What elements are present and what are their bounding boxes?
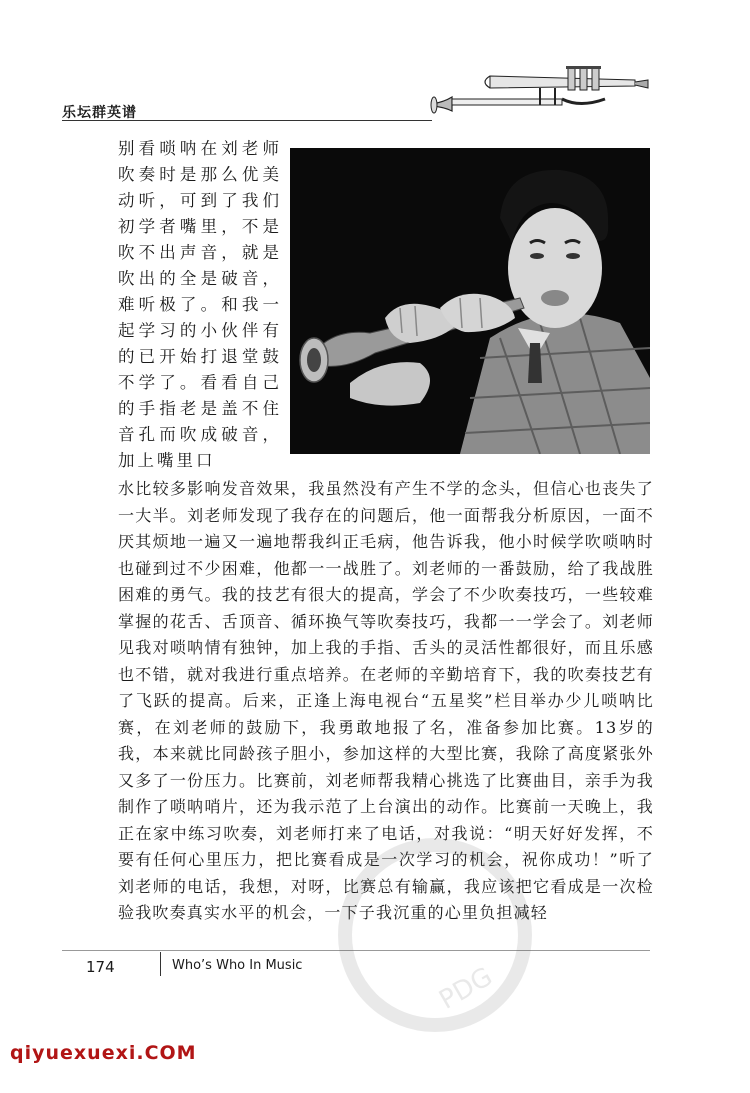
trumpet-icon bbox=[430, 66, 650, 120]
watermark-text: PDG bbox=[434, 961, 498, 1016]
article-body-text: 水比较多影响发音效果，我虽然没有产生不学的念头，但信心也丧失了一大半。刘老师发现了我存在的问题后，他一面帮我分析原因，一面不厌其烦地一遍又一遍地帮我纠正毛病，他告诉我，他小时候学吹唢呐时也碰到过不少困难，他都一一战胜了。刘老师的一番鼓励，给了我战胜困难的勇气。我的技艺有很大的提高，学会了不少吹奏技巧，一些较难掌握的花舌、舌顶音、循环换气等吹奏技巧，我都一一学会了。刘老师见我对唢呐情有独钟，加上我的手指、舌头的灵活性都很好，而且乐感也不错，就对我进行重点培养。在老师的辛勤培育下，我的吹奏技艺有了飞跃的提高。后来，正逢上海电视台“五星奖”栏目举办少儿唢呐比赛，在刘老师的鼓励下，我勇敢地报了名，准备参加比赛。13岁的我，本来就比同龄孩子胆小，参加这样的大型比赛，我除了高度紧张外又多了一份压力。比赛前，刘老师帮我精心挑选了比赛曲目，亲手为我制作了唢呐哨片，还为我示范了上台演出的动作。比赛前一天晚上，我正在家中练习吹奏，刘老师打来了电话，对我说：“明天好好发挥，不要有任何心里压力，把比赛看成是一次学习的机会，祝你成功！”听了刘老师的电话，我想，对呀，比赛总有输赢，我应该把它看成是一次检验我吹奏真实水平的机会，一下子我沉重的心里负担减轻 bbox=[118, 479, 654, 922]
suona-player-photo bbox=[290, 148, 650, 454]
header-rule bbox=[62, 120, 432, 121]
page-number: 174 bbox=[86, 958, 115, 976]
site-watermark: qiyuexuexi.COM bbox=[10, 1042, 197, 1064]
book-title: Who’s Who In Music bbox=[172, 958, 303, 973]
footer-divider bbox=[160, 952, 161, 976]
article-wrap-text: 别看唢呐在刘老师吹奏时是那么优美动听，可到了我们初学者嘴里，不是吹不出声音，就是吹出的全是破音，难听极了。和我一起学习的小伙伴有的已开始打退堂鼓不学了。看看自己的手指老是盖不住音孔而吹成破音，加上嘴里口 bbox=[118, 139, 282, 470]
section-title: 乐坛群英谱 bbox=[62, 105, 137, 121]
pdg-watermark bbox=[335, 835, 535, 1035]
